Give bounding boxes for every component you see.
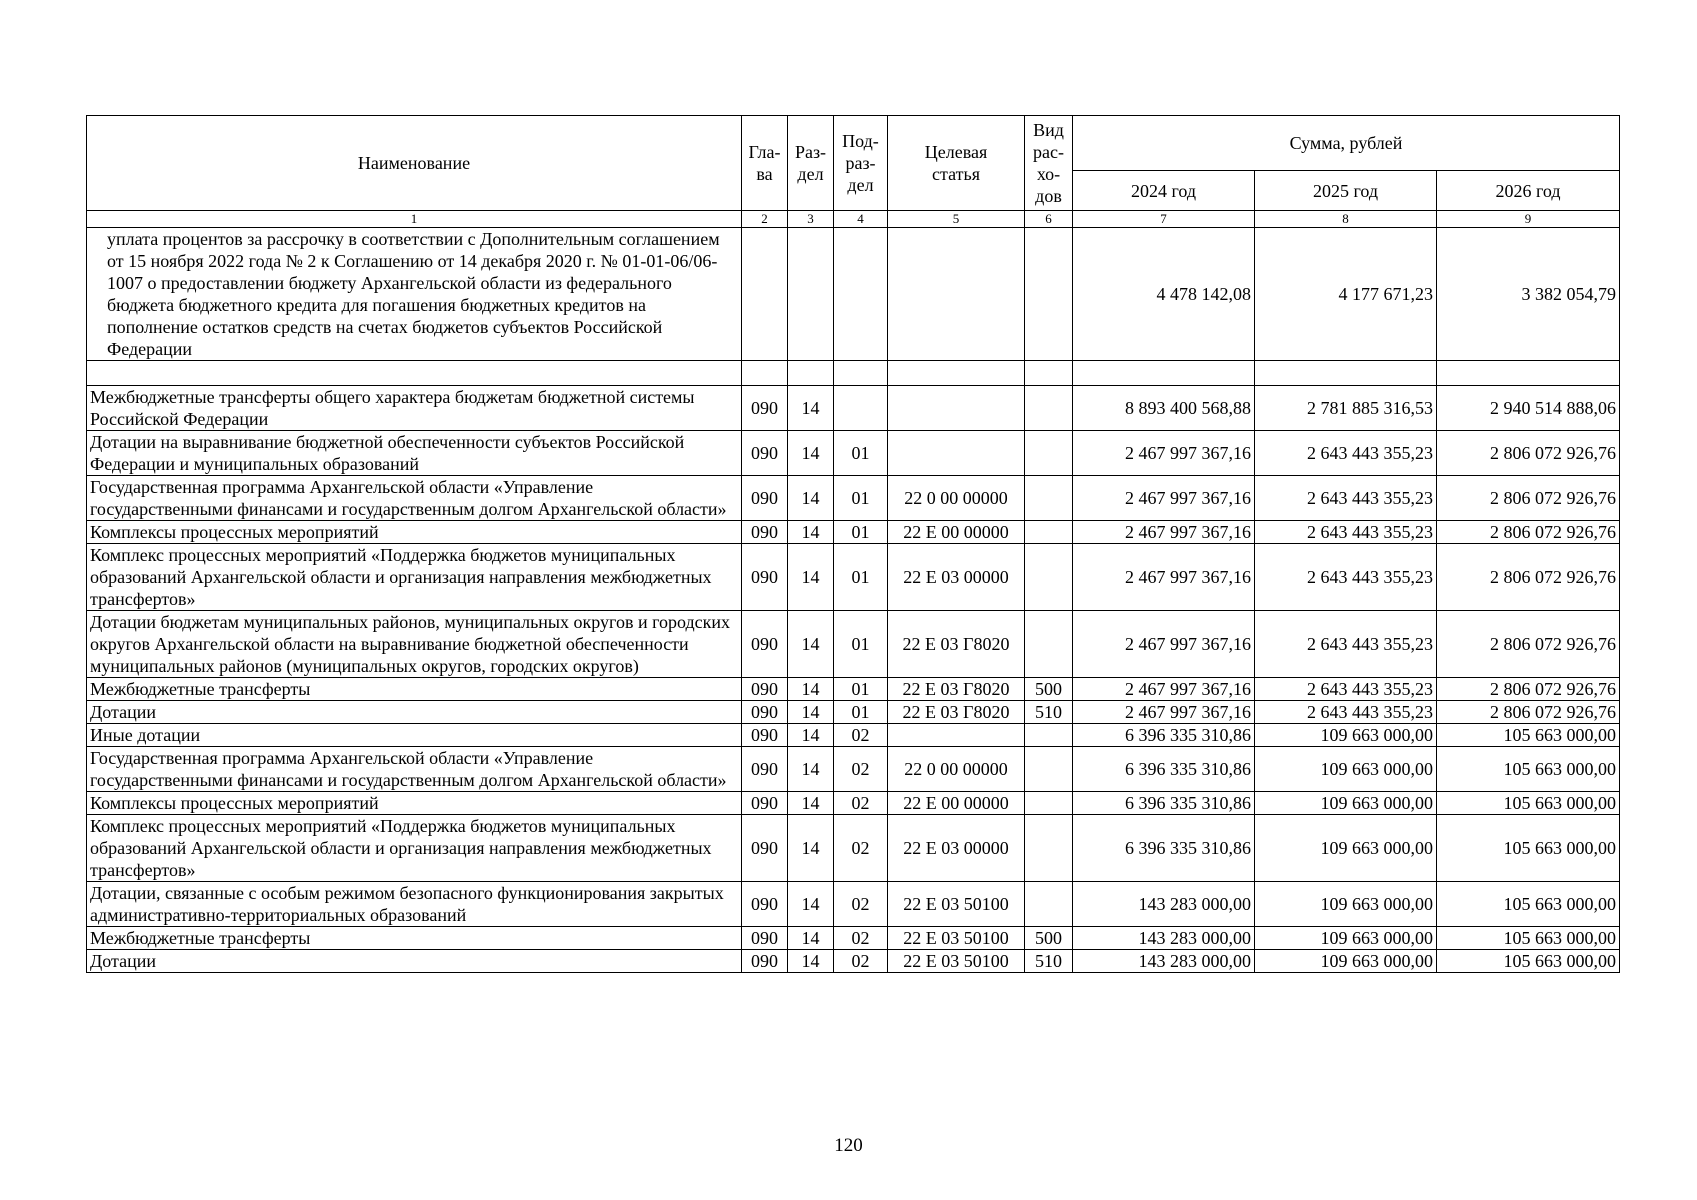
row-podrazdel: 02 bbox=[834, 747, 888, 792]
row-razdel: 14 bbox=[788, 747, 834, 792]
row-name: Комплексы процессных мероприятий bbox=[87, 792, 742, 815]
row-sum-2025: 109 663 000,00 bbox=[1255, 950, 1437, 973]
row-sum-2024: 143 283 000,00 bbox=[1073, 950, 1255, 973]
col-number: 2 bbox=[742, 211, 788, 228]
col-number: 3 bbox=[788, 211, 834, 228]
row-sum-2024: 6 396 335 310,86 bbox=[1073, 747, 1255, 792]
row-razdel: 14 bbox=[788, 476, 834, 521]
row-vid bbox=[1025, 228, 1073, 361]
row-name bbox=[87, 361, 742, 386]
table-row bbox=[87, 927, 1620, 950]
row-sum-2026: 2 806 072 926,76 bbox=[1437, 476, 1620, 521]
table-row bbox=[87, 476, 1620, 521]
row-sum-2025: 4 177 671,23 bbox=[1255, 228, 1437, 361]
row-name: Дотации bbox=[87, 950, 742, 973]
row-glava: 090 bbox=[742, 927, 788, 950]
row-tselevaya bbox=[888, 361, 1025, 386]
row-podrazdel bbox=[834, 228, 888, 361]
row-razdel: 14 bbox=[788, 386, 834, 431]
row-podrazdel: 02 bbox=[834, 950, 888, 973]
table-row bbox=[87, 815, 1620, 882]
table-row bbox=[87, 701, 1620, 724]
row-glava: 090 bbox=[742, 950, 788, 973]
table-row bbox=[87, 386, 1620, 431]
header-2026: 2026 год bbox=[1437, 171, 1620, 211]
row-vid: 500 bbox=[1025, 678, 1073, 701]
row-glava: 090 bbox=[742, 701, 788, 724]
row-glava: 090 bbox=[742, 386, 788, 431]
row-name: Комплексы процессных мероприятий bbox=[87, 521, 742, 544]
header-name: Наименование bbox=[87, 116, 742, 211]
row-tselevaya: 22 Е 03 00000 bbox=[888, 544, 1025, 611]
row-name: Государственная программа Архангельской области «Управление государственными финансами и государственным долгом Архангельской области» bbox=[87, 747, 742, 792]
header-razdel: Раз- дел bbox=[788, 116, 834, 211]
row-tselevaya bbox=[888, 386, 1025, 431]
row-sum-2024: 2 467 997 367,16 bbox=[1073, 476, 1255, 521]
row-sum-2026: 105 663 000,00 bbox=[1437, 950, 1620, 973]
header-2024: 2024 год bbox=[1073, 171, 1255, 211]
row-sum-2024: 8 893 400 568,88 bbox=[1073, 386, 1255, 431]
row-vid bbox=[1025, 792, 1073, 815]
row-vid bbox=[1025, 747, 1073, 792]
col-number: 7 bbox=[1073, 211, 1255, 228]
header-summa: Сумма, рублей bbox=[1073, 116, 1620, 171]
row-sum-2025: 2 781 885 316,53 bbox=[1255, 386, 1437, 431]
column-number-row bbox=[87, 211, 1620, 228]
row-sum-2024: 2 467 997 367,16 bbox=[1073, 431, 1255, 476]
row-tselevaya: 22 Е 03 Г8020 bbox=[888, 678, 1025, 701]
row-sum-2026: 2 806 072 926,76 bbox=[1437, 701, 1620, 724]
row-podrazdel: 02 bbox=[834, 927, 888, 950]
row-sum-2026: 2 940 514 888,06 bbox=[1437, 386, 1620, 431]
row-vid bbox=[1025, 611, 1073, 678]
row-sum-2026 bbox=[1437, 361, 1620, 386]
row-sum-2024: 2 467 997 367,16 bbox=[1073, 701, 1255, 724]
row-vid bbox=[1025, 724, 1073, 747]
row-podrazdel: 02 bbox=[834, 792, 888, 815]
row-sum-2025: 109 663 000,00 bbox=[1255, 815, 1437, 882]
row-glava: 090 bbox=[742, 431, 788, 476]
row-vid: 510 bbox=[1025, 950, 1073, 973]
row-sum-2026: 105 663 000,00 bbox=[1437, 882, 1620, 927]
row-razdel bbox=[788, 361, 834, 386]
row-razdel: 14 bbox=[788, 882, 834, 927]
row-tselevaya: 22 Е 03 00000 bbox=[888, 815, 1025, 882]
row-razdel: 14 bbox=[788, 431, 834, 476]
row-sum-2026: 105 663 000,00 bbox=[1437, 815, 1620, 882]
header-tselevaya: Целевая статья bbox=[888, 116, 1025, 211]
row-sum-2026: 105 663 000,00 bbox=[1437, 724, 1620, 747]
row-razdel: 14 bbox=[788, 701, 834, 724]
row-sum-2025: 2 643 443 355,23 bbox=[1255, 611, 1437, 678]
table-row bbox=[87, 882, 1620, 927]
row-sum-2026: 2 806 072 926,76 bbox=[1437, 611, 1620, 678]
row-sum-2024: 2 467 997 367,16 bbox=[1073, 544, 1255, 611]
row-podrazdel: 02 bbox=[834, 724, 888, 747]
row-vid bbox=[1025, 882, 1073, 927]
row-name: Дотации бюджетам муниципальных районов, муниципальных округов и городских округов Архангельской области на выравнивание бюджетной обеспеченности муниципальных районов (муниципальных округов, городских округов) bbox=[87, 611, 742, 678]
col-number: 4 bbox=[834, 211, 888, 228]
table-row bbox=[87, 678, 1620, 701]
row-glava: 090 bbox=[742, 678, 788, 701]
row-sum-2026: 105 663 000,00 bbox=[1437, 747, 1620, 792]
col-number: 5 bbox=[888, 211, 1025, 228]
row-sum-2025: 2 643 443 355,23 bbox=[1255, 701, 1437, 724]
header-2025: 2025 год bbox=[1255, 171, 1437, 211]
row-name: Межбюджетные трансферты bbox=[87, 678, 742, 701]
row-sum-2025: 2 643 443 355,23 bbox=[1255, 544, 1437, 611]
row-vid bbox=[1025, 431, 1073, 476]
row-podrazdel: 01 bbox=[834, 678, 888, 701]
row-vid bbox=[1025, 815, 1073, 882]
row-razdel: 14 bbox=[788, 521, 834, 544]
row-vid bbox=[1025, 361, 1073, 386]
row-glava: 090 bbox=[742, 521, 788, 544]
row-razdel bbox=[788, 228, 834, 361]
row-tselevaya bbox=[888, 431, 1025, 476]
row-glava: 090 bbox=[742, 882, 788, 927]
row-razdel: 14 bbox=[788, 678, 834, 701]
row-sum-2025: 2 643 443 355,23 bbox=[1255, 431, 1437, 476]
row-tselevaya: 22 0 00 00000 bbox=[888, 476, 1025, 521]
row-name: Государственная программа Архангельской области «Управление государственными финансами и государственным долгом Архангельской области» bbox=[87, 476, 742, 521]
row-tselevaya: 22 Е 03 50100 bbox=[888, 927, 1025, 950]
row-podrazdel bbox=[834, 386, 888, 431]
row-name: Иные дотации bbox=[87, 724, 742, 747]
row-tselevaya: 22 Е 03 Г8020 bbox=[888, 701, 1025, 724]
row-name: Межбюджетные трансферты общего характера бюджетам бюджетной системы Российской Федерации bbox=[87, 386, 742, 431]
col-number: 9 bbox=[1437, 211, 1620, 228]
row-razdel: 14 bbox=[788, 724, 834, 747]
row-tselevaya: 22 Е 00 00000 bbox=[888, 521, 1025, 544]
row-podrazdel: 01 bbox=[834, 521, 888, 544]
row-podrazdel: 02 bbox=[834, 882, 888, 927]
page-number: 120 bbox=[834, 1135, 863, 1156]
row-sum-2025: 109 663 000,00 bbox=[1255, 927, 1437, 950]
table-row bbox=[87, 431, 1620, 476]
row-glava: 090 bbox=[742, 544, 788, 611]
row-tselevaya bbox=[888, 228, 1025, 361]
table-row bbox=[87, 521, 1620, 544]
row-glava bbox=[742, 228, 788, 361]
row-glava: 090 bbox=[742, 815, 788, 882]
row-tselevaya: 22 0 00 00000 bbox=[888, 747, 1025, 792]
row-razdel: 14 bbox=[788, 544, 834, 611]
row-sum-2024: 6 396 335 310,86 bbox=[1073, 792, 1255, 815]
header-vid: Вид рас- хо- дов bbox=[1025, 116, 1073, 211]
row-sum-2024: 2 467 997 367,16 bbox=[1073, 521, 1255, 544]
row-tselevaya bbox=[888, 724, 1025, 747]
row-sum-2025 bbox=[1255, 361, 1437, 386]
row-tselevaya: 22 Е 03 Г8020 bbox=[888, 611, 1025, 678]
row-podrazdel bbox=[834, 361, 888, 386]
row-name: Комплекс процессных мероприятий «Поддержка бюджетов муниципальных образований Архангельской области и организация направления межбюджетных трансфертов» bbox=[87, 544, 742, 611]
table-row bbox=[87, 544, 1620, 611]
row-sum-2024: 6 396 335 310,86 bbox=[1073, 724, 1255, 747]
row-sum-2026: 2 806 072 926,76 bbox=[1437, 678, 1620, 701]
row-glava: 090 bbox=[742, 724, 788, 747]
row-sum-2024 bbox=[1073, 361, 1255, 386]
row-sum-2024: 143 283 000,00 bbox=[1073, 927, 1255, 950]
row-vid bbox=[1025, 521, 1073, 544]
row-sum-2026: 105 663 000,00 bbox=[1437, 927, 1620, 950]
row-razdel: 14 bbox=[788, 927, 834, 950]
row-vid bbox=[1025, 476, 1073, 521]
row-glava: 090 bbox=[742, 476, 788, 521]
row-podrazdel: 01 bbox=[834, 431, 888, 476]
row-sum-2024: 2 467 997 367,16 bbox=[1073, 611, 1255, 678]
row-name: Дотации, связанные с особым режимом безопасного функционирования закрытых административно-территориальных образований bbox=[87, 882, 742, 927]
row-podrazdel: 01 bbox=[834, 701, 888, 724]
table-row bbox=[87, 611, 1620, 678]
table-row bbox=[87, 724, 1620, 747]
row-podrazdel: 01 bbox=[834, 611, 888, 678]
row-sum-2026: 2 806 072 926,76 bbox=[1437, 431, 1620, 476]
row-sum-2025: 109 663 000,00 bbox=[1255, 724, 1437, 747]
table-row bbox=[87, 950, 1620, 973]
row-sum-2024: 4 478 142,08 bbox=[1073, 228, 1255, 361]
row-glava: 090 bbox=[742, 611, 788, 678]
row-razdel: 14 bbox=[788, 611, 834, 678]
header-glava: Гла- ва bbox=[742, 116, 788, 211]
row-sum-2025: 2 643 443 355,23 bbox=[1255, 678, 1437, 701]
row-name: Межбюджетные трансферты bbox=[87, 927, 742, 950]
row-sum-2025: 109 663 000,00 bbox=[1255, 792, 1437, 815]
row-sum-2024: 2 467 997 367,16 bbox=[1073, 678, 1255, 701]
row-sum-2025: 2 643 443 355,23 bbox=[1255, 476, 1437, 521]
row-vid: 510 bbox=[1025, 701, 1073, 724]
row-vid: 500 bbox=[1025, 927, 1073, 950]
row-vid bbox=[1025, 544, 1073, 611]
row-tselevaya: 22 Е 03 50100 bbox=[888, 950, 1025, 973]
row-glava: 090 bbox=[742, 747, 788, 792]
row-tselevaya: 22 Е 03 50100 bbox=[888, 882, 1025, 927]
table-row bbox=[87, 228, 1620, 361]
col-number: 1 bbox=[87, 211, 742, 228]
row-razdel: 14 bbox=[788, 792, 834, 815]
row-sum-2026: 105 663 000,00 bbox=[1437, 792, 1620, 815]
row-sum-2025: 109 663 000,00 bbox=[1255, 882, 1437, 927]
row-sum-2024: 143 283 000,00 bbox=[1073, 882, 1255, 927]
col-number: 8 bbox=[1255, 211, 1437, 228]
row-razdel: 14 bbox=[788, 950, 834, 973]
row-sum-2026: 3 382 054,79 bbox=[1437, 228, 1620, 361]
row-sum-2025: 109 663 000,00 bbox=[1255, 747, 1437, 792]
row-sum-2026: 2 806 072 926,76 bbox=[1437, 521, 1620, 544]
col-number: 6 bbox=[1025, 211, 1073, 228]
row-podrazdel: 02 bbox=[834, 815, 888, 882]
row-razdel: 14 bbox=[788, 815, 834, 882]
row-tselevaya: 22 Е 00 00000 bbox=[888, 792, 1025, 815]
row-sum-2026: 2 806 072 926,76 bbox=[1437, 544, 1620, 611]
row-podrazdel: 01 bbox=[834, 476, 888, 521]
table-body bbox=[87, 228, 1620, 973]
table-row bbox=[87, 747, 1620, 792]
budget-table bbox=[86, 115, 1620, 973]
row-glava bbox=[742, 361, 788, 386]
table-row bbox=[87, 792, 1620, 815]
row-name: Дотации bbox=[87, 701, 742, 724]
row-sum-2025: 2 643 443 355,23 bbox=[1255, 521, 1437, 544]
row-sum-2024: 6 396 335 310,86 bbox=[1073, 815, 1255, 882]
document-page bbox=[86, 115, 1619, 973]
row-name: Комплекс процессных мероприятий «Поддержка бюджетов муниципальных образований Архангельской области и организация направления межбюджетных трансфертов» bbox=[87, 815, 742, 882]
row-name: Дотации на выравнивание бюджетной обеспеченности субъектов Российской Федерации и муниципальных образований bbox=[87, 431, 742, 476]
row-name: уплата процентов за рассрочку в соответствии с Дополнительным соглашением от 15 ноября 2022 года № 2 к Соглашению от 14 декабря 2020 г. № 01-01-06/06-1007 о предоставлении бюджету Архангельской области из федерального бюджета бюджетного кредита для погашения бюджетных кредитов на пополнение остатков средств на счетах бюджетов субъектов Российской Федерации bbox=[87, 228, 742, 361]
table-row-blank bbox=[87, 361, 1620, 386]
row-glava: 090 bbox=[742, 792, 788, 815]
row-podrazdel: 01 bbox=[834, 544, 888, 611]
header-podrazdel: Под- раз- дел bbox=[834, 116, 888, 211]
row-vid bbox=[1025, 386, 1073, 431]
